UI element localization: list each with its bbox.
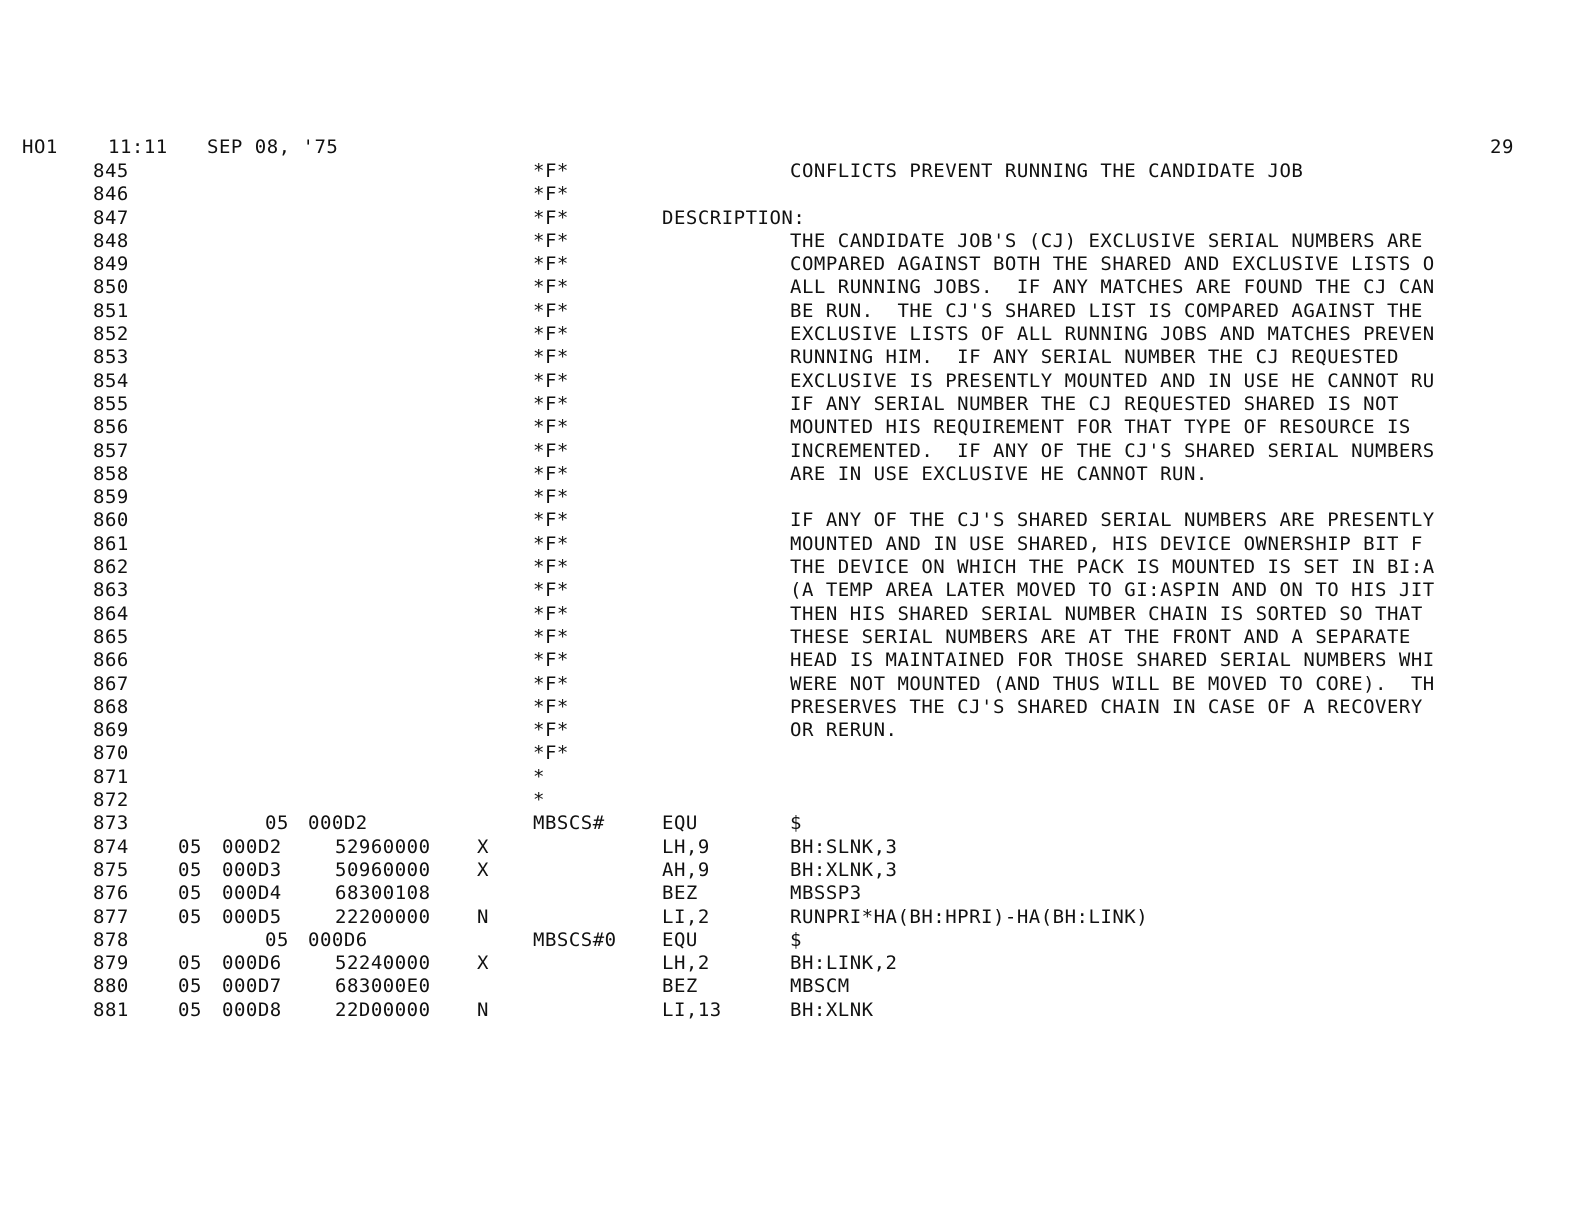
listing-line xyxy=(0,556,1584,579)
operand-field: $ xyxy=(790,812,802,835)
operand-field: BH:XLNK,3 xyxy=(790,858,898,881)
line-number: 867 xyxy=(93,672,129,695)
operand-field: MBSCM xyxy=(790,975,850,998)
line-number: 857 xyxy=(93,439,129,462)
line-number: 855 xyxy=(93,392,129,415)
address: 000D6 xyxy=(222,952,282,975)
listing-line xyxy=(0,836,1584,859)
header-id: HO1 xyxy=(22,136,58,158)
line-number: 854 xyxy=(93,369,129,392)
listing-line xyxy=(0,742,1584,765)
line-number: 874 xyxy=(93,835,129,858)
segment: 05 xyxy=(178,952,202,975)
label-field: * xyxy=(533,789,545,812)
listing-line xyxy=(0,719,1584,742)
address: 000D6 xyxy=(308,928,368,951)
label-field: *F* xyxy=(533,649,569,672)
operand-field: COMPARED AGAINST BOTH THE SHARED AND EXCLUSIVE LISTS O xyxy=(790,253,1435,276)
line-number: 861 xyxy=(93,532,129,555)
listing-line xyxy=(0,207,1584,230)
opcode-field: LH,9 xyxy=(662,835,710,858)
label-field: *F* xyxy=(533,532,569,555)
relocation-flag: N xyxy=(477,905,489,928)
label-field: *F* xyxy=(533,672,569,695)
address: 000D8 xyxy=(222,998,282,1021)
listing-line xyxy=(0,393,1584,416)
segment: 05 xyxy=(178,998,202,1021)
listing-line xyxy=(0,882,1584,905)
label-field: *F* xyxy=(533,369,569,392)
address: 000D2 xyxy=(308,812,368,835)
operand-field: BH:XLNK xyxy=(790,998,874,1021)
operand-field: INCREMENTED. IF ANY OF THE CJ'S SHARED SERIAL NUMBERS xyxy=(790,439,1435,462)
listing-line xyxy=(0,300,1584,323)
relocation-flag: X xyxy=(477,835,489,858)
listing-line xyxy=(0,416,1584,439)
label-field: *F* xyxy=(533,276,569,299)
operand-field: EXCLUSIVE LISTS OF ALL RUNNING JOBS AND MATCHES PREVEN xyxy=(790,323,1435,346)
line-number: 865 xyxy=(93,625,129,648)
listing-line xyxy=(0,603,1584,626)
operand-field: RUNPRI*HA(BH:HPRI)-HA(BH:LINK) xyxy=(790,905,1149,928)
label-field: MBSCS# xyxy=(533,812,605,835)
operand-field: CONFLICTS PREVENT RUNNING THE CANDIDATE JOB xyxy=(790,160,1304,182)
line-number: 879 xyxy=(93,952,129,975)
listing-line xyxy=(0,812,1584,835)
object-code: 50960000 xyxy=(335,858,431,881)
listing-line xyxy=(0,440,1584,463)
segment: 05 xyxy=(178,858,202,881)
listing-line xyxy=(0,253,1584,276)
label-field: * xyxy=(533,765,545,788)
opcode-field: DESCRIPTION: xyxy=(662,206,806,229)
listing-line xyxy=(0,906,1584,929)
listing-line xyxy=(0,766,1584,789)
label-field: *F* xyxy=(533,556,569,579)
listing-line xyxy=(0,230,1584,253)
address: 000D5 xyxy=(222,905,282,928)
address: 000D3 xyxy=(222,858,282,881)
operand-field: ALL RUNNING JOBS. IF ANY MATCHES ARE FOUND THE CJ CAN xyxy=(790,276,1435,299)
label-field: *F* xyxy=(533,695,569,718)
label-field: *F* xyxy=(533,253,569,276)
label-field: *F* xyxy=(533,462,569,485)
segment: 05 xyxy=(178,835,202,858)
label-field: *F* xyxy=(533,625,569,648)
opcode-field: EQU xyxy=(662,812,698,835)
line-number: 876 xyxy=(93,882,129,905)
operand-field: PRESERVES THE CJ'S SHARED CHAIN IN CASE OF A RECOVERY xyxy=(790,695,1423,718)
listing-line xyxy=(0,859,1584,882)
listing-line xyxy=(0,579,1584,602)
opcode-field: LI,13 xyxy=(662,998,722,1021)
line-number: 851 xyxy=(93,299,129,322)
line-number: 871 xyxy=(93,765,129,788)
line-number: 862 xyxy=(93,556,129,579)
line-number: 847 xyxy=(93,206,129,229)
operand-field: (A TEMP AREA LATER MOVED TO GI:ASPIN AND ON TO HIS JIT xyxy=(790,579,1435,602)
opcode-field: LI,2 xyxy=(662,905,710,928)
operand-field: WERE NOT MOUNTED (AND THUS WILL BE MOVED TO CORE). TH xyxy=(790,672,1435,695)
label-field: MBSCS#0 xyxy=(533,928,617,951)
label-field: *F* xyxy=(533,229,569,252)
listing-line xyxy=(0,370,1584,393)
line-number: 859 xyxy=(93,486,129,509)
opcode-field: EQU xyxy=(662,928,698,951)
line-number: 870 xyxy=(93,742,129,765)
operand-field: BE RUN. THE CJ'S SHARED LIST IS COMPARED AGAINST THE xyxy=(790,299,1423,322)
operand-field: THE DEVICE ON WHICH THE PACK IS MOUNTED IS SET IN BI:A xyxy=(790,556,1435,579)
listing-line xyxy=(0,696,1584,719)
object-code: 683000E0 xyxy=(335,975,431,998)
listing-line xyxy=(0,929,1584,952)
line-number: 866 xyxy=(93,649,129,672)
operand-field: OR RERUN. xyxy=(790,719,898,742)
listing-line xyxy=(0,533,1584,556)
listing-line xyxy=(0,789,1584,812)
listing-line xyxy=(0,509,1584,532)
relocation-flag: N xyxy=(477,998,489,1021)
label-field: *F* xyxy=(533,486,569,509)
operand-field: $ xyxy=(790,928,802,951)
operand-field: BH:LINK,2 xyxy=(790,952,898,975)
line-number: 880 xyxy=(93,975,129,998)
line-number: 853 xyxy=(93,346,129,369)
label-field: *F* xyxy=(533,579,569,602)
relocation-flag: X xyxy=(477,952,489,975)
operand-field: THEN HIS SHARED SERIAL NUMBER CHAIN IS SORTED SO THAT xyxy=(790,602,1423,625)
line-number: 846 xyxy=(93,183,129,206)
line-number: 881 xyxy=(93,998,129,1021)
operand-field: HEAD IS MAINTAINED FOR THOSE SHARED SERIAL NUMBERS WHI xyxy=(790,649,1435,672)
object-code: 22200000 xyxy=(335,905,431,928)
line-number: 877 xyxy=(93,905,129,928)
object-code: 22D00000 xyxy=(335,998,431,1021)
segment: 05 xyxy=(265,928,289,951)
operand-field: MOUNTED AND IN USE SHARED, HIS DEVICE OWNERSHIP BIT F xyxy=(790,532,1423,555)
operand-field: MBSSP3 xyxy=(790,882,862,905)
listing-line xyxy=(0,673,1584,696)
listing-line xyxy=(0,952,1584,975)
segment: 05 xyxy=(178,975,202,998)
page-number: 29 xyxy=(1490,136,1514,158)
listing-line xyxy=(0,626,1584,649)
listing-line xyxy=(0,649,1584,672)
line-number: 873 xyxy=(93,812,129,835)
segment: 05 xyxy=(265,812,289,835)
listing-line xyxy=(0,463,1584,486)
opcode-field: LH,2 xyxy=(662,952,710,975)
line-number: 852 xyxy=(93,323,129,346)
label-field: *F* xyxy=(533,602,569,625)
operand-field: ARE IN USE EXCLUSIVE HE CANNOT RUN. xyxy=(790,462,1208,485)
line-number: 864 xyxy=(93,602,129,625)
line-number: 878 xyxy=(93,928,129,951)
label-field: *F* xyxy=(533,509,569,532)
label-field: *F* xyxy=(533,299,569,322)
listing-line xyxy=(0,346,1584,369)
label-field: *F* xyxy=(533,439,569,462)
operand-field: IF ANY OF THE CJ'S SHARED SERIAL NUMBERS ARE PRESENTLY xyxy=(790,509,1435,532)
opcode-field: AH,9 xyxy=(662,858,710,881)
line-number: 872 xyxy=(93,789,129,812)
label-field: *F* xyxy=(533,742,569,765)
line-number: 850 xyxy=(93,276,129,299)
assembly-listing xyxy=(0,160,1584,1022)
operand-field: EXCLUSIVE IS PRESENTLY MOUNTED AND IN USE HE CANNOT RU xyxy=(790,369,1435,392)
line-number: 875 xyxy=(93,858,129,881)
label-field: *F* xyxy=(533,160,569,182)
label-field: *F* xyxy=(533,323,569,346)
address: 000D7 xyxy=(222,975,282,998)
operand-field: BH:SLNK,3 xyxy=(790,835,898,858)
line-number: 860 xyxy=(93,509,129,532)
relocation-flag: X xyxy=(477,858,489,881)
address: 000D2 xyxy=(222,835,282,858)
operand-field: THESE SERIAL NUMBERS ARE AT THE FRONT AND A SEPARATE xyxy=(790,625,1411,648)
listing-line xyxy=(0,160,1584,183)
listing-line xyxy=(0,486,1584,509)
line-number: 869 xyxy=(93,719,129,742)
object-code: 52240000 xyxy=(335,952,431,975)
listing-line xyxy=(0,276,1584,299)
object-code: 68300108 xyxy=(335,882,431,905)
listing-line xyxy=(0,183,1584,206)
segment: 05 xyxy=(178,905,202,928)
label-field: *F* xyxy=(533,416,569,439)
listing-line xyxy=(0,999,1584,1022)
label-field: *F* xyxy=(533,183,569,206)
opcode-field: BEZ xyxy=(662,975,698,998)
opcode-field: BEZ xyxy=(662,882,698,905)
listing-line xyxy=(0,323,1584,346)
label-field: *F* xyxy=(533,392,569,415)
object-code: 52960000 xyxy=(335,835,431,858)
header-time: 11:11 xyxy=(108,136,168,158)
label-field: *F* xyxy=(533,719,569,742)
line-number: 858 xyxy=(93,462,129,485)
address: 000D4 xyxy=(222,882,282,905)
header-date: SEP 08, '75 xyxy=(207,136,339,158)
line-number: 845 xyxy=(93,160,129,182)
line-number: 856 xyxy=(93,416,129,439)
line-number: 848 xyxy=(93,229,129,252)
line-number: 868 xyxy=(93,695,129,718)
segment: 05 xyxy=(178,882,202,905)
operand-field: RUNNING HIM. IF ANY SERIAL NUMBER THE CJ REQUESTED xyxy=(790,346,1399,369)
listing-line xyxy=(0,975,1584,998)
line-number: 863 xyxy=(93,579,129,602)
label-field: *F* xyxy=(533,346,569,369)
label-field: *F* xyxy=(533,206,569,229)
line-number: 849 xyxy=(93,253,129,276)
operand-field: MOUNTED HIS REQUIREMENT FOR THAT TYPE OF RESOURCE IS xyxy=(790,416,1411,439)
operand-field: IF ANY SERIAL NUMBER THE CJ REQUESTED SHARED IS NOT xyxy=(790,392,1399,415)
operand-field: THE CANDIDATE JOB'S (CJ) EXCLUSIVE SERIAL NUMBERS ARE xyxy=(790,229,1423,252)
